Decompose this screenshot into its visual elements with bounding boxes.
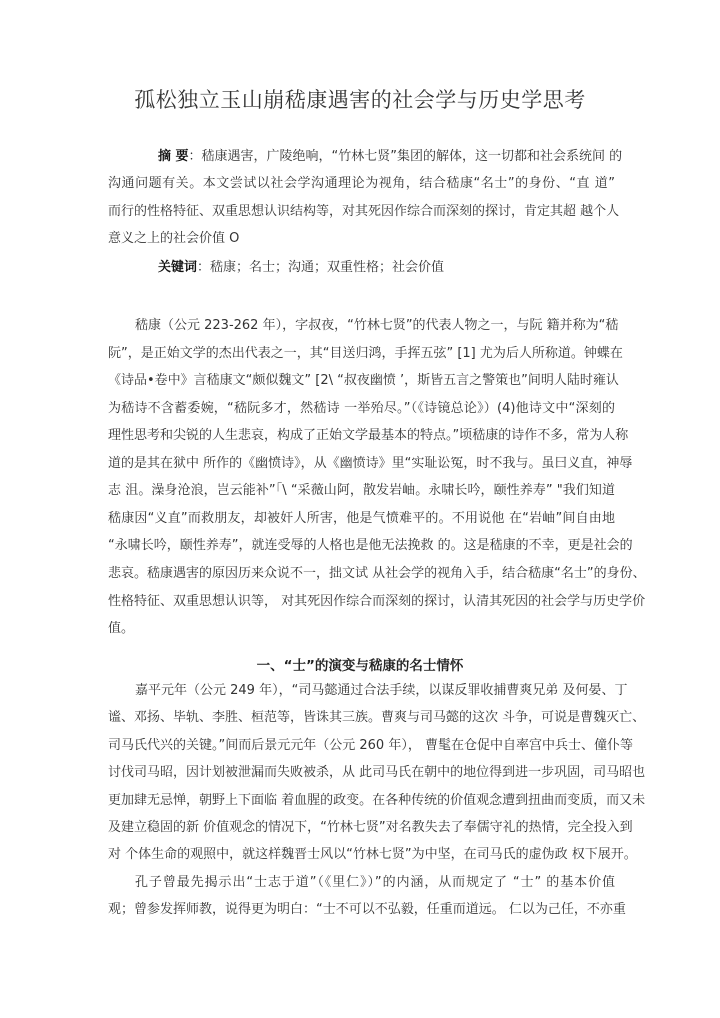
paragraph-line-text: 讨伐司马昭，因计划被泄漏而失败被杀，从 此司马氏在朝中的地位得到进一步巩固，司马昭也 [108, 765, 646, 781]
document-title: 孤松独立玉山崩嵇康遇害的社会学与历史学思考 [134, 88, 586, 112]
abstract-line-label: 摘 要 [158, 149, 189, 164]
paragraph-line [108, 345, 623, 363]
abstract-line-text: 意义之上的社会价值 O [108, 230, 240, 246]
paragraph-line [108, 537, 633, 555]
paragraph-line [108, 510, 615, 528]
paragraph-line-text: 嵇康（公元 223-262 年），字叔夜，“竹林七贤”的代表人物之一，与阮 籍并称为“嵇 [135, 318, 619, 333]
abstract-line [108, 175, 615, 193]
abstract-line-text: ：嵇康遇害，广陵绝响，“竹林七贤”集团的解体，这一切都和社会系统间 的 [188, 149, 623, 164]
paragraph-line [135, 874, 615, 892]
abstract-line [108, 230, 615, 248]
paragraph-line [108, 792, 646, 810]
paragraph-line-text: 对 个体生命的观照中，就这样魏晋士风以“竹林七贤”为中坚，在司马氏的虚伪政 权下展开。 [108, 847, 637, 863]
paragraph-line [108, 901, 626, 919]
paragraph-line [108, 709, 646, 727]
paragraph-line [108, 372, 619, 390]
paragraph-line [108, 764, 646, 782]
paragraph-line-text: 观；曾参发挥师教，说得更为明白：“士不可以不弘毅，任重而道远。 仁以为己任，不亦重 [108, 902, 626, 918]
paragraph-line-text: 值。 [108, 621, 135, 637]
paragraph-line [108, 620, 615, 638]
paragraph-line-text: 更加肆无忌惮，朝野上下面临 着血腥的政变。在各种传统的价值观念遭到扭曲而变质，而又未 [108, 792, 646, 808]
abstract-line-text: 而行的性格特征、双重思想认识结构等，对其死因作综合而深刻的探讨，肯定其超 越个人 [108, 203, 620, 219]
paragraph-line-text: 理性思考和尖锐的人生悲哀，构成了正始文学最基本的特点。”顷嵇康的诗作不多，常为人称 [108, 428, 629, 444]
abstract-line-text: 沟通问题有关。本文尝试以社会学沟通理论为视角，结合嵇康“名士”的身份、“直 道” [108, 176, 615, 192]
paragraph-line-text: 及建立稳固的新 价值观念的情况下，“竹林七贤”对名教失去了奉儒守礼的热情，完全投入到 [108, 820, 633, 835]
paragraph-line [108, 455, 633, 473]
paragraph-line-text: 嘉平元年（公元 249 年），“司马懿通过合法手续，以谋反罪收捕曹爽兄弟 及何晏、丁 [135, 683, 628, 698]
section-heading: 一、“士”的演变与嵇康的名士情怀 [256, 658, 464, 674]
paragraph-line-text: 谧、邓扬、毕轨、李胜、桓范等，皆诛其三族。曹爽与司马懿的这次 斗争，可说是曹魏灭亡、 [108, 710, 646, 726]
paragraph-line-text: 孔子曾最先揭示出“士志于道”（《里仁》）”的内涵，从而规定了 “士” 的基本价值 [135, 875, 615, 890]
paragraph-line-text: 司马氏代兴的关键。”间而后景元元年（公元 260 年）， 曹髦在仓促中自率宫中兵士、僮仆等 [108, 737, 633, 753]
paragraph-line [108, 593, 646, 611]
paragraph-line [108, 846, 637, 864]
paragraph-line-text: 悲哀。嵇康遇害的原因历来众说不一，拙文试 从社会学的视角入手，结合嵇康“名士”的身份、 [108, 565, 646, 581]
paragraph-line [108, 482, 615, 500]
paragraph-line [135, 317, 619, 335]
paragraph-line-text: 《诗品•卷中》言嵇康文“颇似魏文” [2\ “叔夜幽愤 ’，斯皆五言之警策也”间明人陆时雍认 [108, 373, 619, 389]
paragraph-line [108, 819, 633, 837]
paragraph-line-text: 为嵇诗不含蓄委婉，“嵇阮多才，然嵇诗 一举殆尽。”（《诗镜总论》）(4)他诗文中“深刻的 [108, 400, 615, 416]
abstract-line [158, 148, 623, 166]
paragraph-line-text: “永啸长吟，颐性养寿”，就连受辱的人格也是他无法挽救 的。这是嵇康的不幸，更是社会的 [108, 538, 633, 554]
paragraph-line-text: 嵇康因“义直”而救朋友，却被奸人所害，他是气愤难平的。不用说他 在“岩岫”间自由地 [108, 510, 615, 526]
paragraph-line-text: 志 沮。澡身沧浪，岂云能补”「\ “采薇山阿，散发岩岫。永啸长吟，颐性养寿” "我们知道 [108, 483, 615, 499]
paragraph-line-text: 性格特征、双重思想认识等， 对其死因作综合而深刻的探讨，认清其死因的社会学与历史学价 [108, 593, 646, 609]
paragraph-line [108, 400, 615, 418]
paragraph-line [135, 682, 628, 700]
abstract-line [108, 203, 620, 221]
keywords-line-label: 关键词 [158, 260, 198, 275]
keywords-line [158, 259, 615, 277]
paragraph-line [108, 737, 633, 755]
paragraph-line-text: 阮”，是正始文学的杰出代表之一，其“目送归鸿，手挥五弦” [1] 尤为后人所称道。钟蝶在 [108, 345, 623, 361]
keywords-line-text: ：嵇康；名士；沟通；双重性格；社会价值 [197, 260, 445, 275]
paragraph-line [108, 565, 646, 583]
paragraph-line-text: 道的是其在狱中 所作的《幽愤诗》，从《幽愤诗》里“实耻讼冤，时不我与。虽曰义直，神辱 [108, 455, 633, 471]
paragraph-line [108, 427, 629, 445]
